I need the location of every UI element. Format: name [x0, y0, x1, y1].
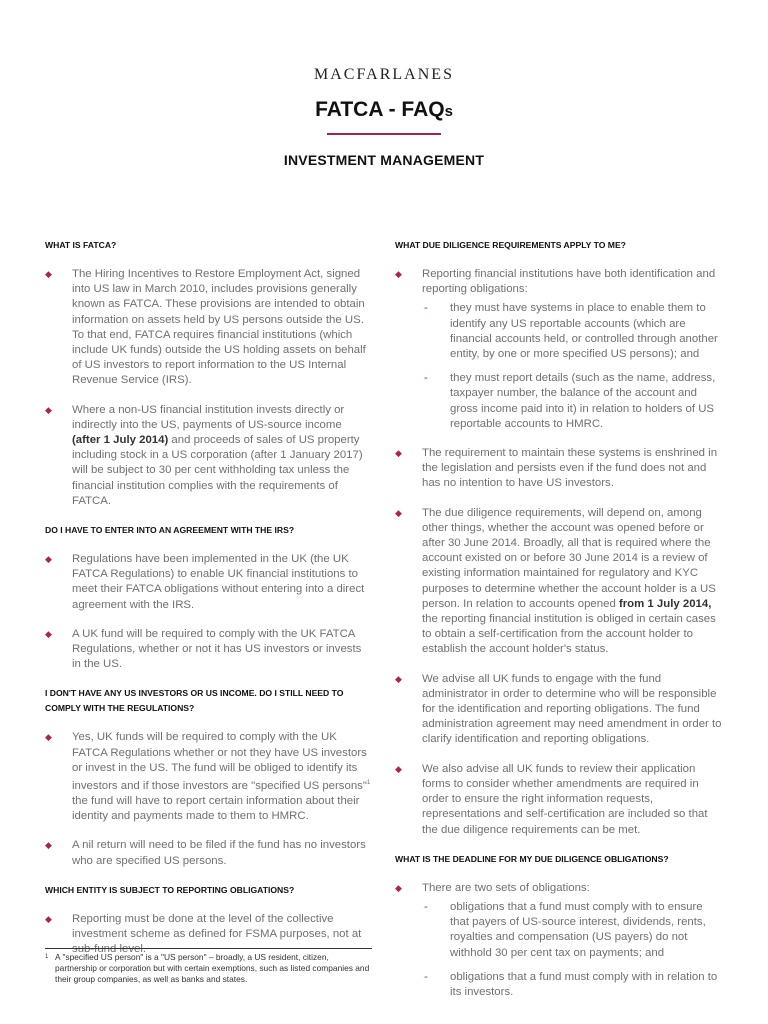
footnote-ref: 1 — [366, 780, 371, 787]
paragraph: and proceeds of sales of US property including stock in a US corporation (after 1 January 2017) will be subject to 30 per cent withholding tax unless the financial institution complies with the requirements of FATCA. — [72, 434, 363, 507]
dash-icon: - — [424, 302, 428, 315]
bullet-icon: ◆ — [395, 763, 402, 774]
list-item — [45, 730, 372, 824]
paragraph: Yes, UK funds will be required to comply with the UK FATCA Regulations whether or not they have US investors or invest in the US. The fund will be obliged to identify its investors and if those investors are "specified US persons" — [72, 731, 367, 792]
paragraph: they must have systems in place to enable them to identify any US reportable accounts (which are financial accounts held, or controlled through another entity, by one or more specified US persons); and — [450, 302, 718, 361]
bullet-icon: ◆ — [45, 840, 52, 851]
paragraph: We also advise all UK funds to review their application forms to consider whether amendments are required in order to ensure the right information requests, representations and self-certification are included so that the due diligence requirements can be met. — [422, 762, 708, 836]
paragraph: Regulations have been implemented in the UK (the UK FATCA Regulations) to enable UK financial institutions to meet their FATCA obligations without entering into a direct agreement with the IRS. — [72, 553, 365, 611]
bullet-icon: ◆ — [395, 882, 402, 893]
paragraph: The due diligence requirements, will depend on, among other things, whether the account was opened before or after 30 June 2014. Broadly, all that is required where the account existed on or before 30 June 2014 is a review of existing information maintained for regulatory and KYC purposes to determine whether the account holder is a US person. In relation to accounts opened — [422, 506, 716, 610]
dash-icon: - — [424, 970, 428, 983]
dash-icon: - — [424, 372, 428, 385]
heading-due-diligence: WHAT DUE DILIGENCE REQUIREMENTS APPLY TO ME? — [395, 240, 626, 250]
bullet-icon: ◆ — [45, 554, 52, 565]
bullet-icon: ◆ — [395, 507, 402, 518]
right-column — [395, 238, 722, 1014]
heading-which-entity: WHICH ENTITY IS SUBJECT TO REPORTING OBLIGATIONS? — [45, 884, 295, 895]
bold-date: from 1 July 2014, — [618, 597, 712, 610]
heading-agreement-irs: DO I HAVE TO ENTER INTO AN AGREEMENT WITH THE IRS? — [45, 525, 295, 536]
dash-icon: - — [424, 900, 428, 913]
sub-item — [422, 900, 722, 961]
paragraph: they must report details (such as the name, address, taxpayer number, the balance of the account and gross income paid into it) in relation to holders of US reportable accounts to HMRC. — [450, 372, 716, 430]
left-column — [45, 238, 372, 972]
paragraph: A UK fund will be required to comply with the UK FATCA Regulations, whether or not it has US investors or invests in the US. — [72, 627, 362, 671]
paragraph: Reporting financial institutions have both identification and reporting obligations: — [422, 268, 716, 296]
brand-logo: MACFARLANES — [314, 66, 454, 83]
paragraph: We advise all UK funds to engage with the fund administrator in order to determine who will be responsible for the identification and reporting obligations. The fund administration agreement may need amendment in order to clarify identification and reporting obligations. — [422, 672, 722, 746]
bullet-icon: ◆ — [395, 269, 402, 279]
bullet-icon: ◆ — [45, 269, 52, 279]
heading-deadline: WHAT IS THE DEADLINE FOR MY DUE DILIGENCE OBLIGATIONS? — [395, 853, 669, 864]
footnote-text: A "specified US person" is a "US person" – broadly, a US resident, citizen, partnership or corporation but with certain exemptions, such as listed companies and their group companies, as well as banks and states. — [55, 952, 370, 984]
list-item — [45, 838, 372, 868]
bullet-icon: ◆ — [395, 673, 402, 684]
bullet-icon: ◆ — [45, 732, 52, 743]
paragraph: The Hiring Incentives to Restore Employment Act, signed into US law in March 2010, includes provisions generally known as FATCA. These provisions are intended to obtain information on assets held by US persons outside the US. To that end, FATCA requires financial institutions (which include UK funds) outside the US holding assets on behalf of US investors to report information to the US Internal Revenue Service (IRS). — [72, 268, 366, 387]
bullet-icon: ◆ — [45, 628, 52, 639]
list-item — [395, 762, 722, 838]
footnote — [45, 948, 372, 985]
title-rule — [327, 133, 441, 135]
paragraph: There are two sets of obligations: — [422, 881, 590, 894]
page-subtitle: INVESTMENT MANAGEMENT — [283, 152, 485, 168]
paragraph: obligations that a fund must comply with in relation to its investors. — [450, 970, 718, 998]
bullet-icon: ◆ — [45, 404, 52, 415]
title-suffix: s — [444, 103, 453, 120]
paragraph: the fund will have to report certain information about their identity and payments made to them to HMRC. — [72, 795, 360, 823]
list-item — [45, 627, 372, 673]
page-title — [0, 98, 768, 122]
list-item — [45, 267, 372, 389]
paragraph: A nil return will need to be filed if the fund has no investors who are specified US persons. — [72, 839, 366, 867]
sub-item — [422, 371, 722, 432]
paragraph: obligations that a fund must comply with to ensure that payers of US-source interest, dividends, rents, royalties and compensation (US payers) do not withhold 30 per cent tax on payments; and — [450, 900, 706, 959]
bullet-icon: ◆ — [45, 913, 52, 924]
sub-item — [422, 970, 722, 1000]
list-item — [395, 506, 722, 658]
title-main: FATCA - FAQ — [315, 98, 445, 121]
bold-date: (after 1 July 2014) — [72, 434, 169, 447]
paragraph: the reporting financial institution is obliged in certain cases to obtain a self-certification from the account holder to establish the account holder's status. — [422, 613, 716, 656]
footnote-number: 1 — [45, 954, 49, 960]
sub-item — [422, 301, 722, 362]
paragraph: The requirement to maintain these systems is enshrined in the legislation and persists even if the fund does not and has no intention to have US investors. — [422, 447, 718, 490]
heading-what-is-fatca: WHAT IS FATCA? — [45, 240, 117, 250]
list-item — [395, 672, 722, 748]
list-item — [45, 552, 372, 613]
bullet-icon: ◆ — [395, 448, 402, 459]
list-item — [395, 446, 722, 492]
list-item — [395, 881, 722, 1000]
list-item — [395, 267, 722, 432]
paragraph: Reporting must be done at the level of the collective investment scheme as defined for FSMA purposes, not at sub-fund level. — [72, 912, 362, 956]
list-item — [45, 403, 372, 509]
heading-no-us-investors: I DON'T HAVE ANY US INVESTORS OR US INCOME. DO I STILL NEED TO COMPLY WITH THE REGULATIONS? — [45, 688, 344, 714]
paragraph: Where a non-US financial institution invests directly or indirectly into the US, payments of US-source income — [72, 403, 345, 431]
